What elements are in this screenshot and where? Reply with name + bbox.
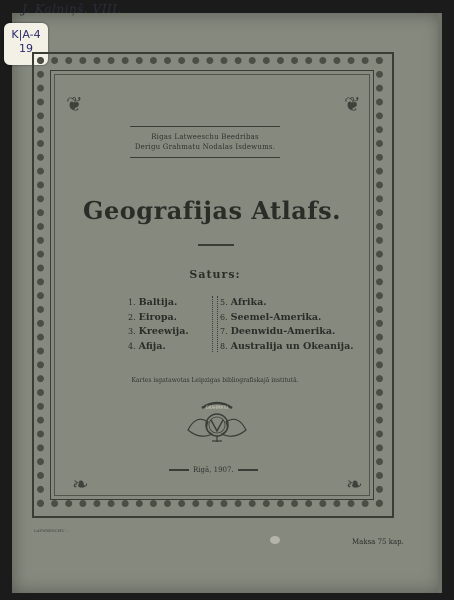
contents-left-column xyxy=(128,296,189,354)
contents-item: 4. Afija. xyxy=(128,340,166,352)
corner-ornament-icon: ❦ xyxy=(344,92,361,116)
contents-item: 7. Deenwidu-Amerika. xyxy=(220,326,336,337)
society-emblem-icon xyxy=(182,400,252,444)
contents-divider xyxy=(212,296,218,352)
contents-right-column xyxy=(220,296,354,354)
contents-item: 6. Seemel-Amerika. xyxy=(220,311,322,323)
contents-item: 8. Australija un Okeanija. xyxy=(220,340,354,352)
publisher-line-1: Rigas Latweeschu Beedribas xyxy=(151,133,259,141)
contents-item: 5. Afrika. xyxy=(220,297,267,308)
atlas-title: Geografijas Atlafs. xyxy=(83,196,341,225)
corner-ornament-icon: ❦ xyxy=(66,92,83,116)
publisher-block xyxy=(130,126,280,158)
publisher-line-2: Derigu Grahmatu Nodalas Isdewums. xyxy=(134,143,276,151)
shelf-label-line1: K|A-4 xyxy=(11,28,41,41)
contents-item: 1. Baltija. xyxy=(128,297,178,308)
handwritten-note: J. Kalniņš. VIII. xyxy=(22,2,122,16)
printer-line: LATWEESCHU ... xyxy=(34,528,70,533)
title-rule xyxy=(198,244,234,246)
contents-heading: Saturs: xyxy=(189,268,241,281)
maps-note: Kartes isgatawotas Leipzigas bibliografiskajā institutā. xyxy=(131,377,299,384)
price: Maksa 75 kap. xyxy=(352,538,404,546)
paper-scuff xyxy=(270,536,280,544)
corner-ornament-icon: ❧ xyxy=(346,472,363,496)
spine-edge xyxy=(438,13,442,593)
corner-ornament-icon: ❧ xyxy=(72,472,89,496)
place-and-date: Rigā, 1907. xyxy=(165,466,260,474)
emblem-text: GRAHMATU xyxy=(205,405,229,410)
contents-item: 3. Kreewija. xyxy=(128,326,189,337)
contents-item: 2. Eiropa. xyxy=(128,311,177,323)
shelf-label-line2: 19 xyxy=(19,42,33,55)
